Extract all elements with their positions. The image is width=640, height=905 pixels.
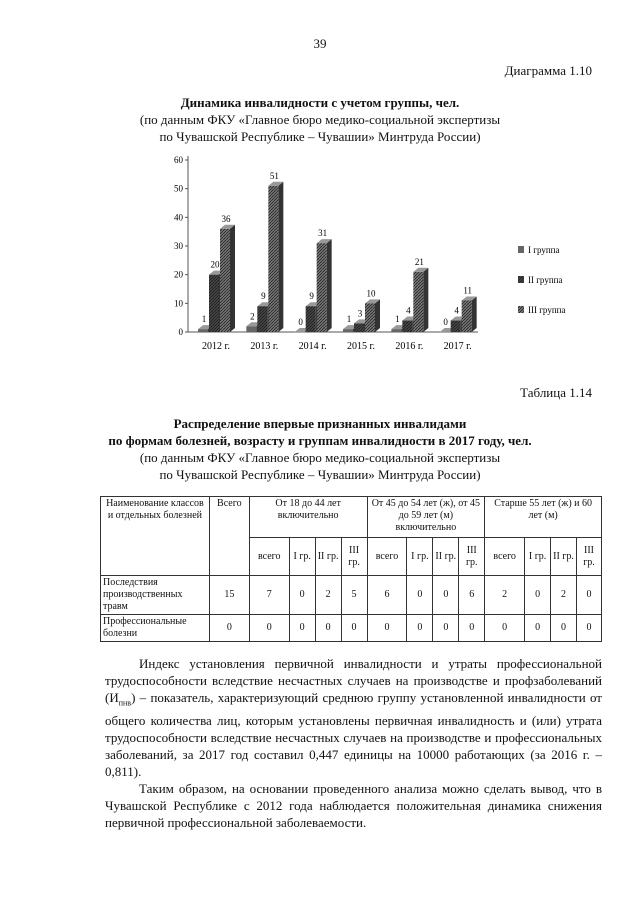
cell: 0	[407, 576, 433, 615]
sub-total: всего	[249, 538, 289, 576]
data-label: 9	[261, 291, 266, 302]
diagram-label: Диаграмма 1.10	[504, 63, 592, 78]
bar	[317, 243, 327, 332]
cell: 0	[249, 615, 289, 642]
bar	[257, 306, 267, 332]
bar	[246, 326, 256, 332]
sub-g2: II гр.	[315, 538, 341, 576]
bar	[343, 329, 353, 332]
data-label: 3	[357, 308, 363, 319]
diagram-title: Динамика инвалидности с учетом группы, чел.	[180, 95, 460, 110]
table-title-block	[40, 415, 600, 483]
data-label: 36	[221, 213, 231, 224]
bar	[198, 329, 208, 332]
y-tick-label: 40	[174, 212, 183, 223]
table-label: Таблица 1.14	[520, 385, 592, 400]
cell: 0	[289, 576, 315, 615]
p1-end: ) – показатель, характеризующий среднюю группу установленной инвалидности от общего количества лиц, которым установлены первичная инвалидность и (или) утрата трудоспособности вследствие несчастных случаев на производстве и профессиональных заболеваний, за 2017 год составил 0,447 единицы на 10000 работающих (за 2016 г. – 0,811).	[105, 690, 602, 779]
bar	[365, 303, 375, 332]
cell: 0	[289, 615, 315, 642]
paragraph-index	[105, 655, 602, 780]
cell: 0	[433, 615, 459, 642]
data-label: 2	[250, 311, 255, 322]
table-row	[101, 576, 602, 615]
bar-chart	[160, 150, 600, 360]
sub-g1: I гр.	[289, 538, 315, 576]
diagram-title-block	[40, 94, 600, 145]
data-label: 51	[269, 170, 279, 181]
cell: 6	[367, 576, 407, 615]
cell: 2	[551, 576, 577, 615]
bar	[268, 186, 278, 332]
cell: 0	[525, 615, 551, 642]
diagram-source-1: (по данным ФКУ «Главное бюро медико-социальной экспертизы	[139, 112, 501, 127]
bar-side	[423, 268, 428, 332]
y-tick-label: 60	[174, 155, 183, 165]
sub-g1: I гр.	[525, 538, 551, 576]
bar-side	[472, 296, 477, 332]
data-label: 11	[463, 285, 473, 296]
bar	[209, 275, 219, 332]
table-title-1: Распределение впервые признанных инвалидами	[173, 416, 467, 431]
legend-label: II группа	[528, 275, 563, 285]
p1-start: Индекс установления первичной инвалидности и утраты профессиональной трудоспособности вследствие несчастных случаев на производстве и профзаболеваний (И	[105, 656, 602, 705]
cell: 5	[341, 576, 367, 615]
sub-g3: III гр.	[459, 538, 485, 576]
cell: 0	[315, 615, 341, 642]
body-text	[105, 655, 602, 831]
cell: 0	[459, 615, 485, 642]
y-tick-label: 0	[178, 327, 183, 337]
bar	[402, 321, 412, 332]
legend-label: III группа	[528, 305, 566, 315]
table-source-2: по Чувашской Республике – Чувашии» Минтруда России)	[159, 467, 481, 482]
table-title-2: по формам болезней, возрасту и группам инвалидности в 2017 году, чел.	[108, 433, 532, 448]
disability-table	[100, 496, 602, 642]
sub-g3: III гр.	[577, 538, 602, 576]
x-tick-label: 2016 г.	[395, 341, 424, 352]
cell: 0	[209, 615, 249, 642]
sub-g3: III гр.	[341, 538, 367, 576]
bar	[391, 329, 401, 332]
sub-g1: I гр.	[407, 538, 433, 576]
bar-side	[278, 182, 283, 332]
data-label: 1	[346, 314, 352, 325]
legend-swatch	[518, 276, 524, 283]
y-tick-label: 50	[174, 183, 183, 194]
data-label: 0	[443, 317, 448, 327]
y-tick-label: 10	[174, 298, 183, 309]
bar	[220, 229, 230, 332]
bar-side	[230, 225, 235, 332]
x-tick-label: 2017 г.	[443, 341, 472, 352]
cell: 0	[577, 615, 602, 642]
bar	[451, 321, 461, 332]
cell: 0	[485, 615, 525, 642]
bar	[306, 306, 316, 332]
header-total: Всего	[209, 497, 249, 576]
cell: 7	[249, 576, 289, 615]
cell: 0	[525, 576, 551, 615]
data-label: 1	[395, 314, 400, 325]
cell: 0	[551, 615, 577, 642]
data-label: 20	[210, 259, 220, 270]
bar-side	[375, 299, 380, 332]
p1-sub: пнв	[118, 698, 132, 708]
bar	[440, 332, 450, 333]
cell: 6	[459, 576, 485, 615]
cell: 0	[367, 615, 407, 642]
data-label: 4	[406, 305, 411, 316]
data-label: 4	[454, 305, 459, 316]
data-label: 31	[318, 228, 328, 239]
y-tick-label: 20	[174, 269, 183, 280]
sub-total: всего	[367, 538, 407, 576]
cell: 0	[407, 615, 433, 642]
sub-g2: II гр.	[433, 538, 459, 576]
bar	[413, 272, 423, 332]
sub-total: всего	[485, 538, 525, 576]
x-tick-label: 2015 г.	[347, 341, 375, 352]
table-header-row	[101, 497, 602, 538]
diagram-source-2: по Чувашской Республике – Чувашии» Минтруда России)	[159, 129, 481, 144]
cell: 0	[577, 576, 602, 615]
x-tick-label: 2013 г.	[250, 341, 279, 352]
cell: 2	[485, 576, 525, 615]
table-source-1: (по данным ФКУ «Главное бюро медико-социальной экспертизы	[139, 450, 501, 465]
bar	[462, 300, 472, 332]
legend-swatch	[518, 306, 524, 313]
row-label: Последствия производственных травм	[101, 576, 210, 615]
table-row	[101, 615, 602, 642]
y-tick-label: 30	[174, 241, 183, 251]
bar	[295, 332, 305, 333]
cell: 2	[315, 576, 341, 615]
data-label: 9	[309, 291, 314, 302]
paragraph-conclusion: Таким образом, на основании проведенного анализа можно сделать вывод, что в Чувашской Республике с 2012 года наблюдается положительная динамика снижения первичной профессиональной заболеваемости.	[105, 780, 602, 830]
data-label: 10	[366, 288, 376, 299]
data-label: 21	[414, 256, 424, 267]
data-label: 1	[201, 314, 207, 325]
page-number: 39	[313, 36, 327, 51]
data-label: 0	[298, 317, 303, 327]
bar	[354, 323, 364, 332]
bar-side	[327, 239, 332, 332]
x-tick-label: 2012 г.	[202, 341, 230, 352]
header-age-18-44: От 18 до 44 лет включительно	[249, 497, 367, 538]
cell: 0	[433, 576, 459, 615]
cell: 15	[209, 576, 249, 615]
header-age-55-60: Старше 55 лет (ж) и 60 лет (м)	[485, 497, 602, 538]
legend-label: I группа	[528, 245, 560, 255]
legend-swatch	[518, 246, 524, 253]
x-tick-label: 2014 г.	[298, 341, 327, 352]
sub-g2: II гр.	[551, 538, 577, 576]
header-name: Наименование классов и отдельных болезней	[101, 497, 210, 576]
row-label: Профессиональные болезни	[101, 615, 210, 642]
cell: 0	[341, 615, 367, 642]
header-age-45-59: От 45 до 54 лет (ж), от 45 до 59 лет (м) включительно	[367, 497, 485, 538]
